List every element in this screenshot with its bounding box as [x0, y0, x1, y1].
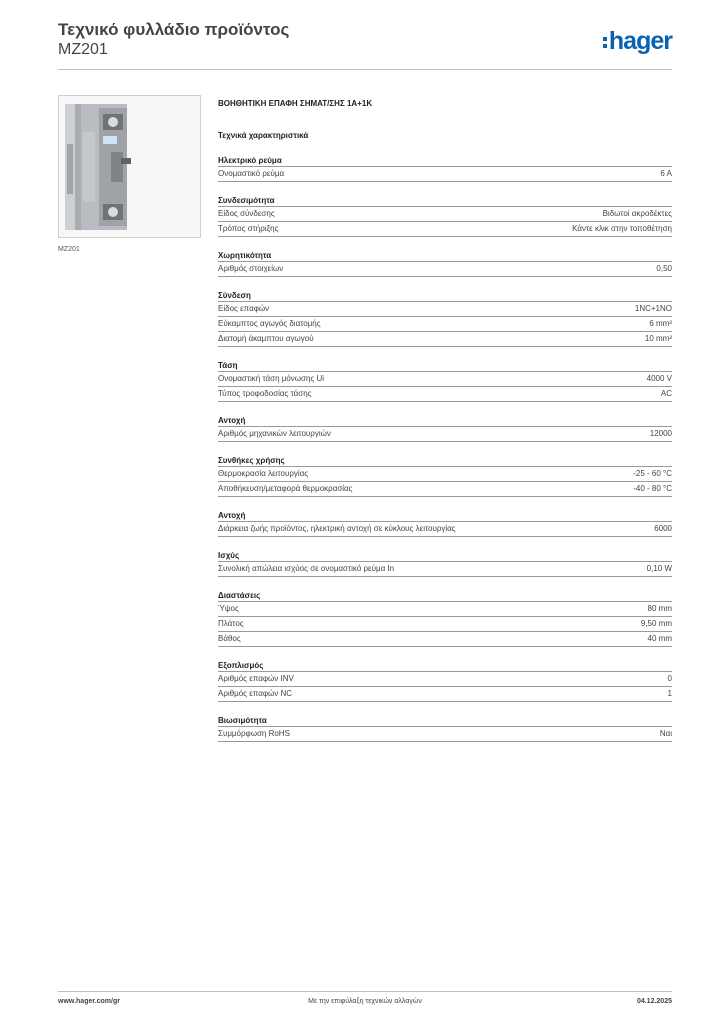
spec-section [218, 249, 672, 277]
spec-label: Ύψος [218, 604, 239, 613]
spec-row [218, 332, 672, 347]
spec-value: 80 mm [647, 604, 672, 613]
spec-label: Ονομαστική τάση μόνωσης Ui [218, 374, 325, 383]
spec-value: 6000 [654, 524, 672, 533]
document-subtitle: MZ201 [58, 41, 108, 58]
spec-section [218, 154, 672, 182]
specification-sections [218, 154, 672, 742]
spec-section [218, 194, 672, 237]
spec-row [218, 617, 672, 632]
spec-value: 40 mm [647, 634, 672, 643]
spec-row [218, 482, 672, 497]
spec-row [218, 207, 672, 222]
spec-section [218, 549, 672, 577]
spec-label: Διάρκεια ζωής προϊόντος, ηλεκτρική αντοχή σε κύκλους λειτουργίας [218, 524, 456, 533]
spec-row [218, 727, 672, 742]
spec-label: Αριθμός μηχανικών λειτουργιών [218, 429, 331, 438]
spec-section-title: Αντοχή [218, 509, 672, 522]
spec-value: -40 - 80 °C [633, 484, 672, 493]
spec-section-title: Συνδεσιμότητα [218, 194, 672, 207]
spec-value: 0 [667, 674, 672, 683]
spec-section-title: Εξοπλισμός [218, 659, 672, 672]
auxiliary-contact-device-icon [59, 96, 200, 237]
spec-section [218, 414, 672, 442]
spec-label: Συνολική απώλεια ισχύος σε ονομαστικό ρεύμα In [218, 564, 395, 573]
spec-value: -25 - 60 °C [633, 469, 672, 478]
spec-value: 6 A [660, 169, 672, 178]
footer-disclaimer: Με την επιφύλαξη τεχνικών αλλαγών [308, 998, 422, 1005]
spec-label: Αριθμός στοιχείων [218, 264, 284, 273]
logo-text: hager [608, 27, 672, 55]
spec-label: Είδος σύνδεσης [218, 209, 275, 218]
footer-website-link[interactable]: www.hager.com/gr [58, 998, 120, 1005]
spec-row [218, 602, 672, 617]
spec-row [218, 372, 672, 387]
spec-section-title: Συνθήκες χρήσης [218, 454, 672, 467]
spec-section-title: Σύνδεση [218, 289, 672, 302]
spec-row [218, 387, 672, 402]
spec-value: Ναι [659, 729, 672, 738]
spec-section [218, 454, 672, 497]
spec-value: 12000 [649, 429, 672, 438]
footer-date: 04.12.2025 [636, 998, 672, 1005]
spec-label: Πλάτος [218, 619, 244, 628]
spec-section [218, 509, 672, 537]
page-header [58, 20, 672, 70]
spec-label: Αποθήκευση/μεταφορά θερμοκρασίας [218, 484, 353, 493]
spec-row [218, 317, 672, 332]
spec-section-title: Βιωσιμότητα [218, 714, 672, 727]
spec-section-title: Ηλεκτρικό ρεύμα [218, 154, 672, 167]
spec-section [218, 359, 672, 402]
footer-divider [58, 991, 672, 992]
spec-label: Εύκαμπτος αγωγός διατομής [218, 319, 321, 328]
spec-value: 1 [667, 689, 672, 698]
spec-value: 10 mm² [644, 334, 672, 343]
logo-dots-icon [603, 37, 607, 48]
spec-section-title: Τάση [218, 359, 672, 372]
spec-value: 4000 V [646, 374, 672, 383]
spec-section [218, 589, 672, 647]
spec-label: Αριθμός επαφών NC [218, 689, 293, 698]
spec-value: Κάντε κλικ στην τοποθέτηση [572, 224, 672, 233]
product-name: ΒΟΗΘΗΤΙΚΗ ΕΠΑΦΗ ΣΗΜΑΤ/ΣΗΣ 1Α+1Κ [218, 99, 373, 108]
spec-label: Τρόπος στήριξης [218, 224, 279, 233]
spec-label: Συμμόρφωση RoHS [218, 729, 290, 738]
spec-section-title: Ισχύς [218, 549, 672, 562]
spec-label: Διατομή άκαμπτου αγωγού [218, 334, 314, 343]
spec-row [218, 562, 672, 577]
spec-label: Τύπος τροφοδοσίας τάσης [218, 389, 312, 398]
spec-value: 9,50 mm [640, 619, 672, 628]
hager-logo [603, 27, 672, 55]
image-caption: MZ201 [58, 246, 80, 253]
spec-row [218, 222, 672, 237]
spec-value: 0,50 [656, 264, 672, 273]
spec-label: Είδος επαφών [218, 304, 270, 313]
spec-label: Αριθμός επαφών INV [218, 674, 294, 683]
spec-value: 0,10 W [646, 564, 672, 573]
spec-value: Βιδωτοί ακροδέκτες [602, 209, 672, 218]
spec-row [218, 262, 672, 277]
spec-section [218, 714, 672, 742]
characteristics-heading: Τεχνικά χαρακτηριστικά [218, 131, 309, 140]
spec-label: Βάθος [218, 634, 241, 643]
spec-row [218, 302, 672, 317]
spec-value: 6 mm² [649, 319, 672, 328]
spec-section [218, 289, 672, 347]
spec-row [218, 687, 672, 702]
spec-section-title: Χωρητικότητα [218, 249, 672, 262]
spec-value: AC [660, 389, 672, 398]
specification-content [218, 98, 672, 742]
spec-label: Θερμοκρασία λειτουργίας [218, 469, 309, 478]
header-divider [58, 69, 672, 70]
spec-label: Ονομαστικό ρεύμα [218, 169, 285, 178]
spec-section-title: Αντοχή [218, 414, 672, 427]
spec-row [218, 672, 672, 687]
spec-value: 1NC+1NO [634, 304, 672, 313]
spec-row [218, 522, 672, 537]
product-image [58, 95, 201, 238]
spec-row [218, 167, 672, 182]
spec-row [218, 427, 672, 442]
spec-row [218, 467, 672, 482]
spec-row [218, 632, 672, 647]
spec-section [218, 659, 672, 702]
spec-section-title: Διαστάσεις [218, 589, 672, 602]
document-title: Τεχνικό φυλλάδιο προϊόντος [58, 20, 290, 39]
